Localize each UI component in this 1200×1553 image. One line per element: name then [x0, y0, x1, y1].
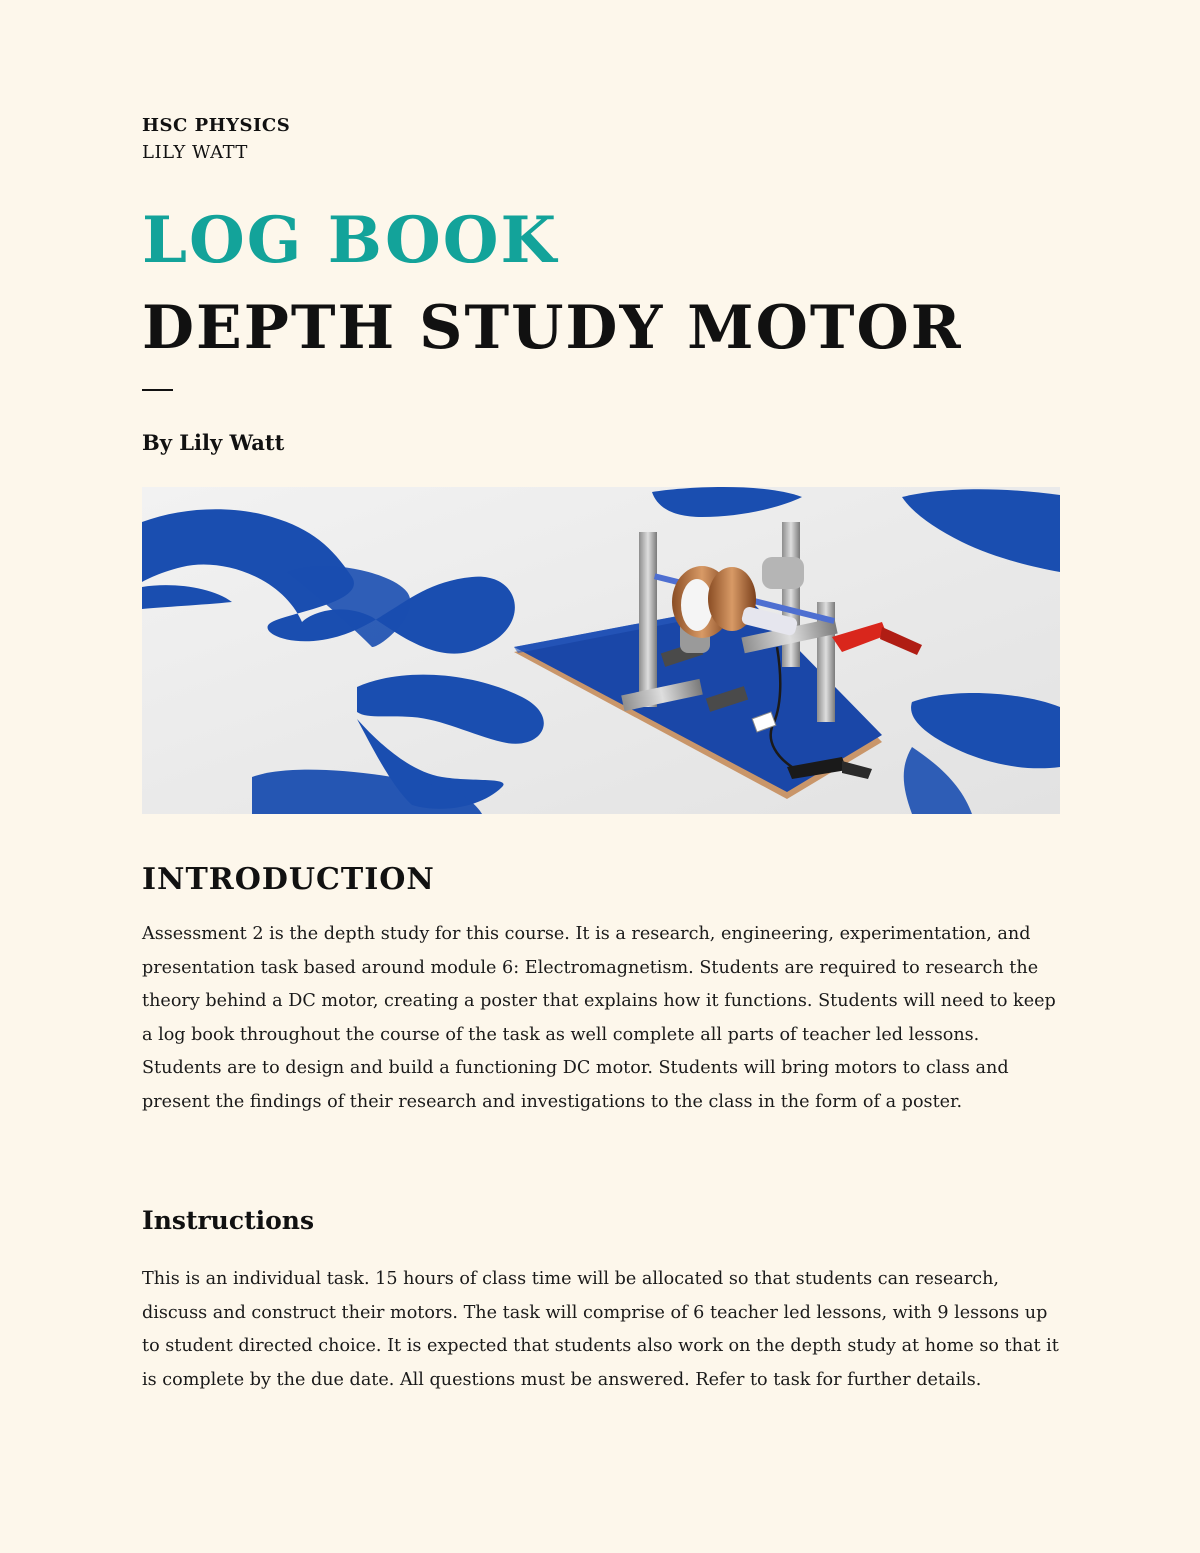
title-divider: [142, 389, 173, 391]
instructions-heading: Instructions: [142, 1206, 315, 1235]
byline: By Lily Watt: [142, 430, 285, 455]
introduction-body: Assessment 2 is the depth study for this course. It is a research, engineering, experimentation, and presentation task based around module 6: Electromagnetism. Students are required to research the theory behind a DC motor, creating a poster that explains how it functions. Students will need to keep a log book throughout the course of the task as well complete all parts of teacher led lessons. Students are to design and build a functioning DC motor. Students will bring motors to class and present the findings of their research and investigations to the class in the form of a poster.: [142, 924, 1056, 1112]
course-label: HSC PHYSICS: [142, 115, 291, 136]
author-label: LILY WATT: [142, 142, 248, 163]
title-log-book: LOG BOOK: [142, 203, 559, 278]
introduction-heading: INTRODUCTION: [142, 862, 435, 897]
dc-motor-photo-icon: [142, 487, 1060, 814]
hero-image: [142, 487, 1060, 814]
instructions-body: This is an individual task. 15 hours of class time will be allocated so that students can research, discuss and construct their motors. The task will comprise of 6 teacher led lessons, with 9 lessons up to student directed choice. It is expected that students also work on the depth study at home so that it is complete by the due date. All questions must be answered. Refer to task for further details.: [142, 1269, 1059, 1390]
title-depth-study: DEPTH STUDY MOTOR: [142, 293, 963, 363]
